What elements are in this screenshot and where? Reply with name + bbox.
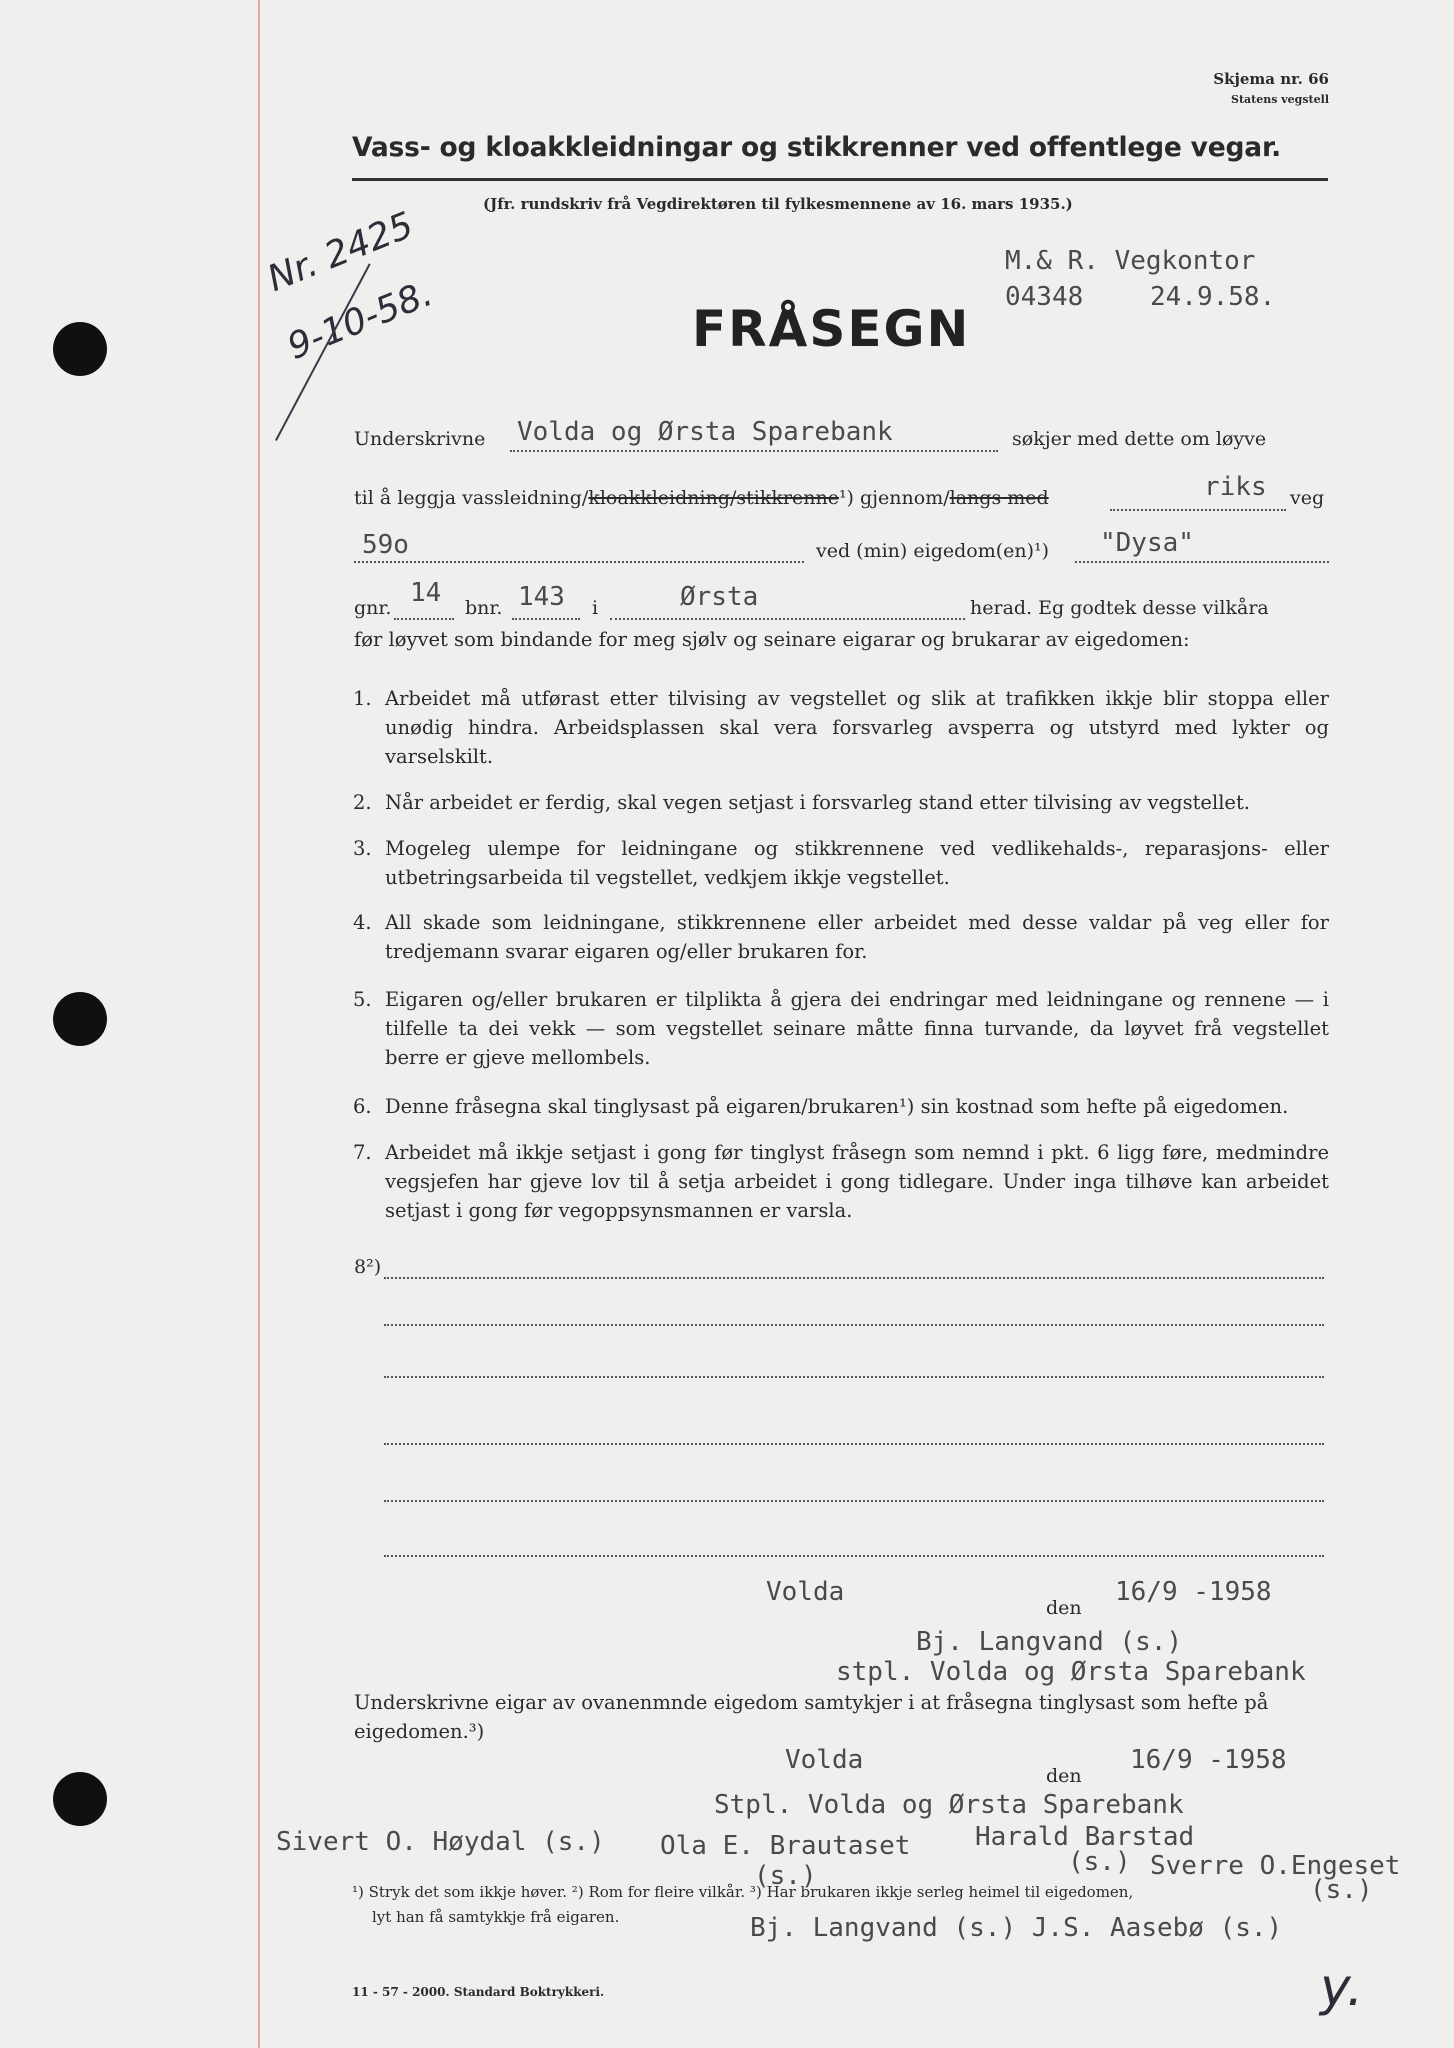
line2-prefix: til å leggja vassleidning/	[354, 487, 589, 509]
owner-signature: Ola E. Brautaset	[660, 1831, 911, 1861]
condition-text: Mogeleg ulempe for leidningane og stikkrennene ved vedlikehalds-, reparasjons- eller utbetringsarbeida til vegstellet, vedkjem ikkje vegstellet.	[385, 837, 1329, 889]
handwritten-date: 9-10-58.	[282, 273, 439, 369]
signing-place: Volda	[766, 1577, 845, 1607]
condition-text: All skade som leidningane, stikkrennene eller arbeidet med desse valdar på veg eller for tredjemann svarar eigaren og/eller brukaren for.	[385, 911, 1329, 963]
herad-dotline	[610, 618, 965, 620]
den-label: den	[1046, 1597, 1082, 1619]
condition-number: 4.	[353, 911, 372, 934]
gnr-value: 14	[410, 578, 442, 608]
road-number-dotline	[354, 561, 804, 563]
condition-number: 2.	[353, 791, 372, 814]
veg-label: veg	[1290, 487, 1325, 509]
herad-value: Ørsta	[680, 582, 759, 612]
line2-mid: ¹) gjennom/	[838, 487, 950, 509]
punch-hole-top	[53, 322, 107, 376]
bnr-label: bnr.	[465, 597, 503, 619]
punch-hole-bottom	[53, 1772, 107, 1826]
applicant-dotline	[510, 450, 998, 452]
road-type: riks	[1204, 472, 1267, 502]
condition-text: Arbeidet må utførast etter tilvising av vegstellet og slik at trafikken ikkje blir stoppa eller unødig hindra. Arbeidsplassen skal vera forsvarleg avsperra og utstyrd med lykter og varselskilt.	[385, 687, 1329, 768]
issuer-label: Statens vegstell	[1231, 93, 1329, 106]
herad-suffix: herad. Eg godtek desse vilkåra	[970, 597, 1269, 619]
property-name: "Dysa"	[1100, 528, 1194, 558]
signer-name: Bj. Langvand (s.)	[916, 1627, 1183, 1657]
extra-dotline	[384, 1500, 1324, 1502]
bank-stamp-2: Stpl. Volda og Ørsta Sparebank	[714, 1790, 1184, 1820]
line2-text	[354, 487, 1049, 509]
extra-dotline	[384, 1555, 1324, 1557]
form-heading: Vass- og kloakkleidningar og stikkrenner ved offentlege vegar.	[352, 132, 1281, 163]
extra-dotline	[384, 1324, 1324, 1326]
signing-place-2: Volda	[785, 1745, 864, 1775]
conditions-intro: før løyvet som bindande for meg sjølv og seinare eigarar og brukarar av eigedomen:	[354, 628, 1190, 651]
property-dotline	[1075, 561, 1329, 563]
red-margin-line	[258, 0, 260, 2048]
gnr-dotline	[394, 618, 454, 620]
extra-dotline	[384, 1443, 1324, 1445]
owner-signature: Sverre O.Engeset	[1150, 1851, 1401, 1881]
bnr-value: 143	[518, 582, 565, 612]
owner-signature-suffix: (s.)	[754, 1861, 817, 1891]
struck-langs-med: langs med	[949, 487, 1049, 509]
condition-number: 1.	[353, 687, 372, 710]
owner-signature-suffix: (s.)	[1310, 1875, 1373, 1905]
condition-number: 5.	[353, 988, 372, 1011]
bank-stamp: stpl. Volda og Ørsta Sparebank	[836, 1657, 1306, 1687]
property-label: ved (min) eigedom(en)¹)	[816, 540, 1050, 562]
gnr-label: gnr.	[354, 597, 392, 619]
road-number: 59o	[362, 530, 409, 560]
stamp-number: 04348	[1005, 282, 1084, 312]
circular-reference: (Jfr. rundskriv frå Vegdirektøren til fylkesmennene av 16. mars 1935.)	[483, 195, 1073, 213]
condition-number: 3.	[353, 837, 372, 860]
applicant-name: Volda og Ørsta Sparebank	[517, 417, 893, 447]
condition-number: 6.	[353, 1095, 372, 1118]
owner-signature: Sivert O. Høydal (s.)	[276, 1827, 605, 1857]
heading-rule	[352, 178, 1328, 181]
condition-text: Eigaren og/eller brukaren er tilplikta å gjera dei endringar med leidningane og rennene — i tilfelle ta dei vekk — som vegstellet seinare måtte finna turvande, da løyvet frå vegstellet berre er gjeve mellombels.	[385, 988, 1329, 1069]
signing-date: 16/9 -1958	[1115, 1577, 1272, 1607]
owner-signature: Harald Barstad	[975, 1822, 1195, 1852]
underskrivne-label: Underskrivne	[354, 428, 486, 450]
extra-conditions-label: 8²)	[354, 1256, 382, 1278]
road-type-dotline	[1110, 509, 1286, 511]
struck-options: kloakkleidning/stikkrenne	[588, 487, 839, 509]
stamp-date: 24.9.58.	[1150, 282, 1276, 312]
schema-number: Skjema nr. 66	[1213, 70, 1329, 88]
office-stamp: M.& R. Vegkontor	[1005, 246, 1256, 276]
extra-dotline	[384, 1277, 1324, 1279]
line1-suffix: søkjer med dette om løyve	[1012, 428, 1267, 450]
condition-text: Denne fråsegna skal tinglysast på eigaren/brukaren¹) sin kostnad som hefte på eigedomen.	[385, 1095, 1289, 1118]
condition-number: 7.	[353, 1141, 372, 1164]
footnote-line: lyt han få samtykkje frå eigaren.	[372, 1908, 620, 1926]
document-title: FRÅSEGN	[692, 300, 971, 358]
owner-signature: Bj. Langvand (s.) J.S. Aasebø (s.)	[750, 1913, 1283, 1943]
den-label-2: den	[1046, 1765, 1082, 1787]
i-label: i	[592, 597, 599, 619]
handwritten-initials: y.	[1320, 1958, 1364, 2018]
punch-hole-middle	[53, 992, 107, 1046]
footnote-line: ¹) Stryk det som ikkje høver. ²) Rom for fleire vilkår. ³) Har brukaren ikkje serleg heimel til eigedomen,	[352, 1883, 1134, 1901]
condition-text: Arbeidet må ikkje setjast i gong før tinglyst fråsegn som nemnd i pkt. 6 ligg føre, medmindre vegsjefen har gjeve lov til å setja arbeidet i gong tidlegare. Under inga tilhøve kan arbeidet setjast i gong før vegoppsynsmannen er varsla.	[385, 1141, 1329, 1222]
handwritten-number: Nr. 2425	[262, 204, 420, 301]
bnr-dotline	[512, 618, 580, 620]
signing-date-2: 16/9 -1958	[1130, 1745, 1287, 1775]
consent-text: Underskrivne eigar av ovanenmnde eigedom samtykjer i at fråsegna tinglysast som hefte på eigedomen.³)	[354, 1691, 1269, 1743]
condition-text: Når arbeidet er ferdig, skal vegen setjast i forsvarleg stand etter tilvising av vegstellet.	[385, 791, 1251, 814]
printer-imprint: 11 - 57 - 2000. Standard Boktrykkeri.	[352, 1985, 605, 1999]
owner-signature-suffix: (s.)	[1068, 1847, 1131, 1877]
extra-dotline	[384, 1376, 1324, 1378]
